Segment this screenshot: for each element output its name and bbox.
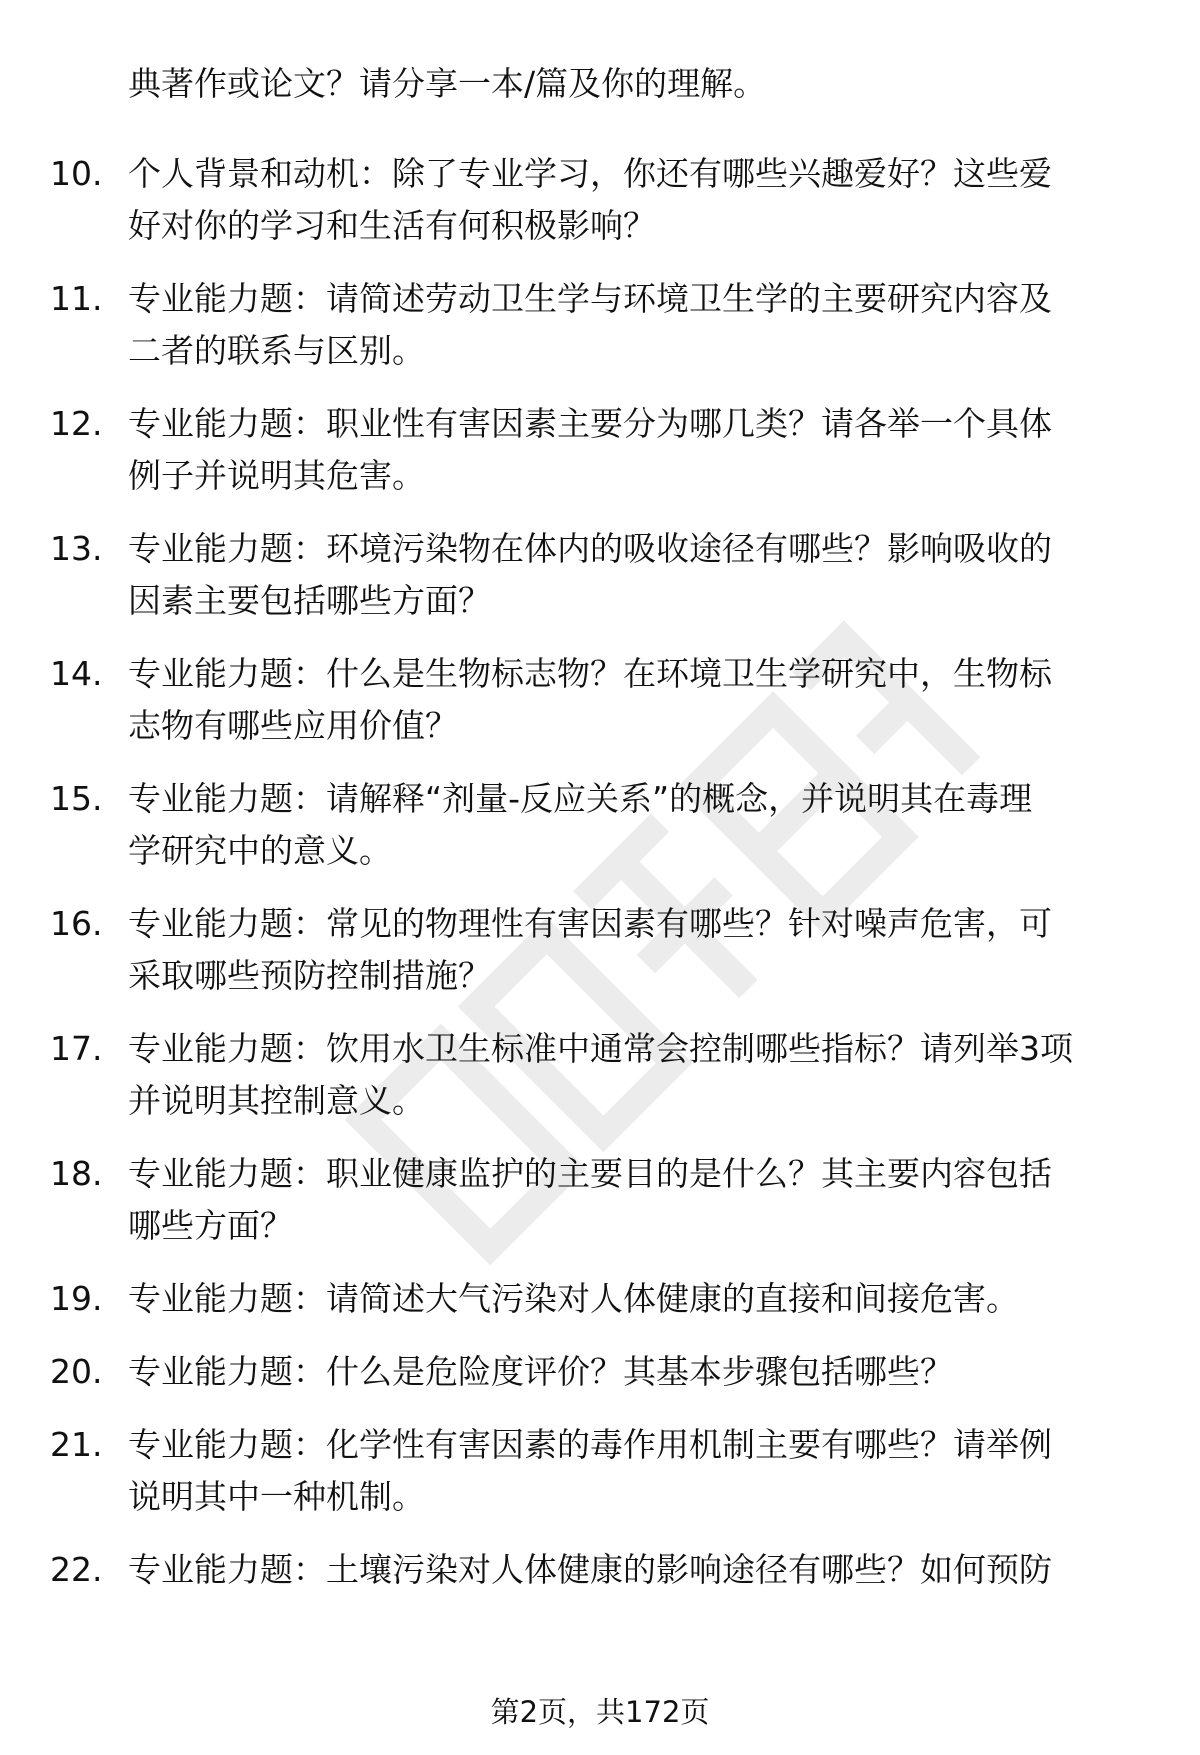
question-text-line: 学研究中的意义。	[128, 831, 392, 870]
question-number: 20.	[50, 1352, 103, 1391]
question-item	[50, 898, 1160, 1002]
question-item	[50, 398, 1160, 502]
question-item	[50, 648, 1160, 752]
question-text	[128, 148, 1158, 252]
question-text-line: 好对你的学习和生活有何积极影响？	[128, 206, 656, 245]
question-item	[50, 523, 1160, 627]
question-text	[128, 273, 1158, 377]
question-number: 14.	[50, 654, 103, 693]
question-text-line: 二者的联系与区别。	[128, 331, 425, 370]
question-text-line: 专业能力题：环境污染物在体内的吸收途径有哪些？影响吸收的	[128, 529, 1052, 568]
question-text	[128, 398, 1158, 502]
question-text-line: 说明其中一种机制。	[128, 1477, 425, 1516]
question-number: 11.	[50, 279, 103, 318]
question-number: 10.	[50, 154, 103, 193]
question-text	[128, 1419, 1158, 1523]
question-text-line: 采取哪些预防控制措施？	[128, 956, 491, 995]
question-text-line: 专业能力题：什么是危险度评价？其基本步骤包括哪些？	[128, 1352, 953, 1391]
question-item	[50, 273, 1160, 377]
question-item	[50, 1273, 1160, 1325]
question-text	[128, 1023, 1158, 1127]
question-number: 13.	[50, 529, 103, 568]
question-text-line: 个人背景和动机：除了专业学习，你还有哪些兴趣爱好？这些爱	[128, 154, 1052, 193]
question-text-line: 专业能力题：职业健康监护的主要目的是什么？其主要内容包括	[128, 1154, 1052, 1193]
page-footer: 第2页，共172页	[490, 1695, 710, 1729]
question-text-line: 专业能力题：请解释“剂量-反应关系”的概念，并说明其在毒理	[128, 779, 1033, 818]
question-number: 21.	[50, 1425, 103, 1464]
question-text-line: 专业能力题：请简述劳动卫生学与环境卫生学的主要研究内容及	[128, 279, 1052, 318]
question-text-line: 专业能力题：饮用水卫生标准中通常会控制哪些指标？请列举3项	[128, 1029, 1073, 1068]
question-number: 18.	[50, 1154, 103, 1193]
question-text-line: 专业能力题：职业性有害因素主要分为哪几类？请各举一个具体	[128, 404, 1052, 443]
question-text-line: 专业能力题：化学性有害因素的毒作用机制主要有哪些？请举例	[128, 1425, 1052, 1464]
question-text-line: 因素主要包括哪些方面？	[128, 581, 491, 620]
question-number: 15.	[50, 779, 103, 818]
question-text-line: 并说明其控制意义。	[128, 1081, 425, 1120]
question-text	[128, 1273, 1158, 1325]
question-item	[50, 1148, 1160, 1252]
question-text-line: 志物有哪些应用价值？	[128, 706, 458, 745]
question-number: 16.	[50, 904, 103, 943]
question-text	[128, 1346, 1158, 1398]
question-text	[128, 898, 1158, 1002]
question-text	[128, 523, 1158, 627]
question-text-line: 例子并说明其危害。	[128, 456, 425, 495]
question-item	[50, 1023, 1160, 1127]
question-item	[50, 148, 1160, 252]
question-item	[50, 1419, 1160, 1523]
question-text-line: 专业能力题：土壤污染对人体健康的影响途径有哪些？如何预防	[128, 1550, 1052, 1589]
question-text-line: 专业能力题：常见的物理性有害因素有哪些？针对噪声危害，可	[128, 904, 1052, 943]
question-item	[50, 1544, 1160, 1596]
continuation-text: 典著作或论文？请分享一本/篇及你的理解。	[128, 64, 767, 103]
question-number: 19.	[50, 1279, 103, 1318]
question-number: 12.	[50, 404, 103, 443]
question-text	[128, 1148, 1158, 1252]
question-text-line: 哪些方面？	[128, 1206, 293, 1245]
question-text-line: 专业能力题：什么是生物标志物？在环境卫生学研究中，生物标	[128, 654, 1052, 693]
question-text	[128, 773, 1158, 877]
question-item	[50, 773, 1160, 877]
question-number: 22.	[50, 1550, 103, 1589]
question-list	[50, 148, 1160, 1617]
question-number: 17.	[50, 1029, 103, 1068]
question-text	[128, 1544, 1158, 1596]
question-text-line: 专业能力题：请简述大气污染对人体健康的直接和间接危害。	[128, 1279, 1019, 1318]
question-item	[50, 1346, 1160, 1398]
question-text	[128, 648, 1158, 752]
